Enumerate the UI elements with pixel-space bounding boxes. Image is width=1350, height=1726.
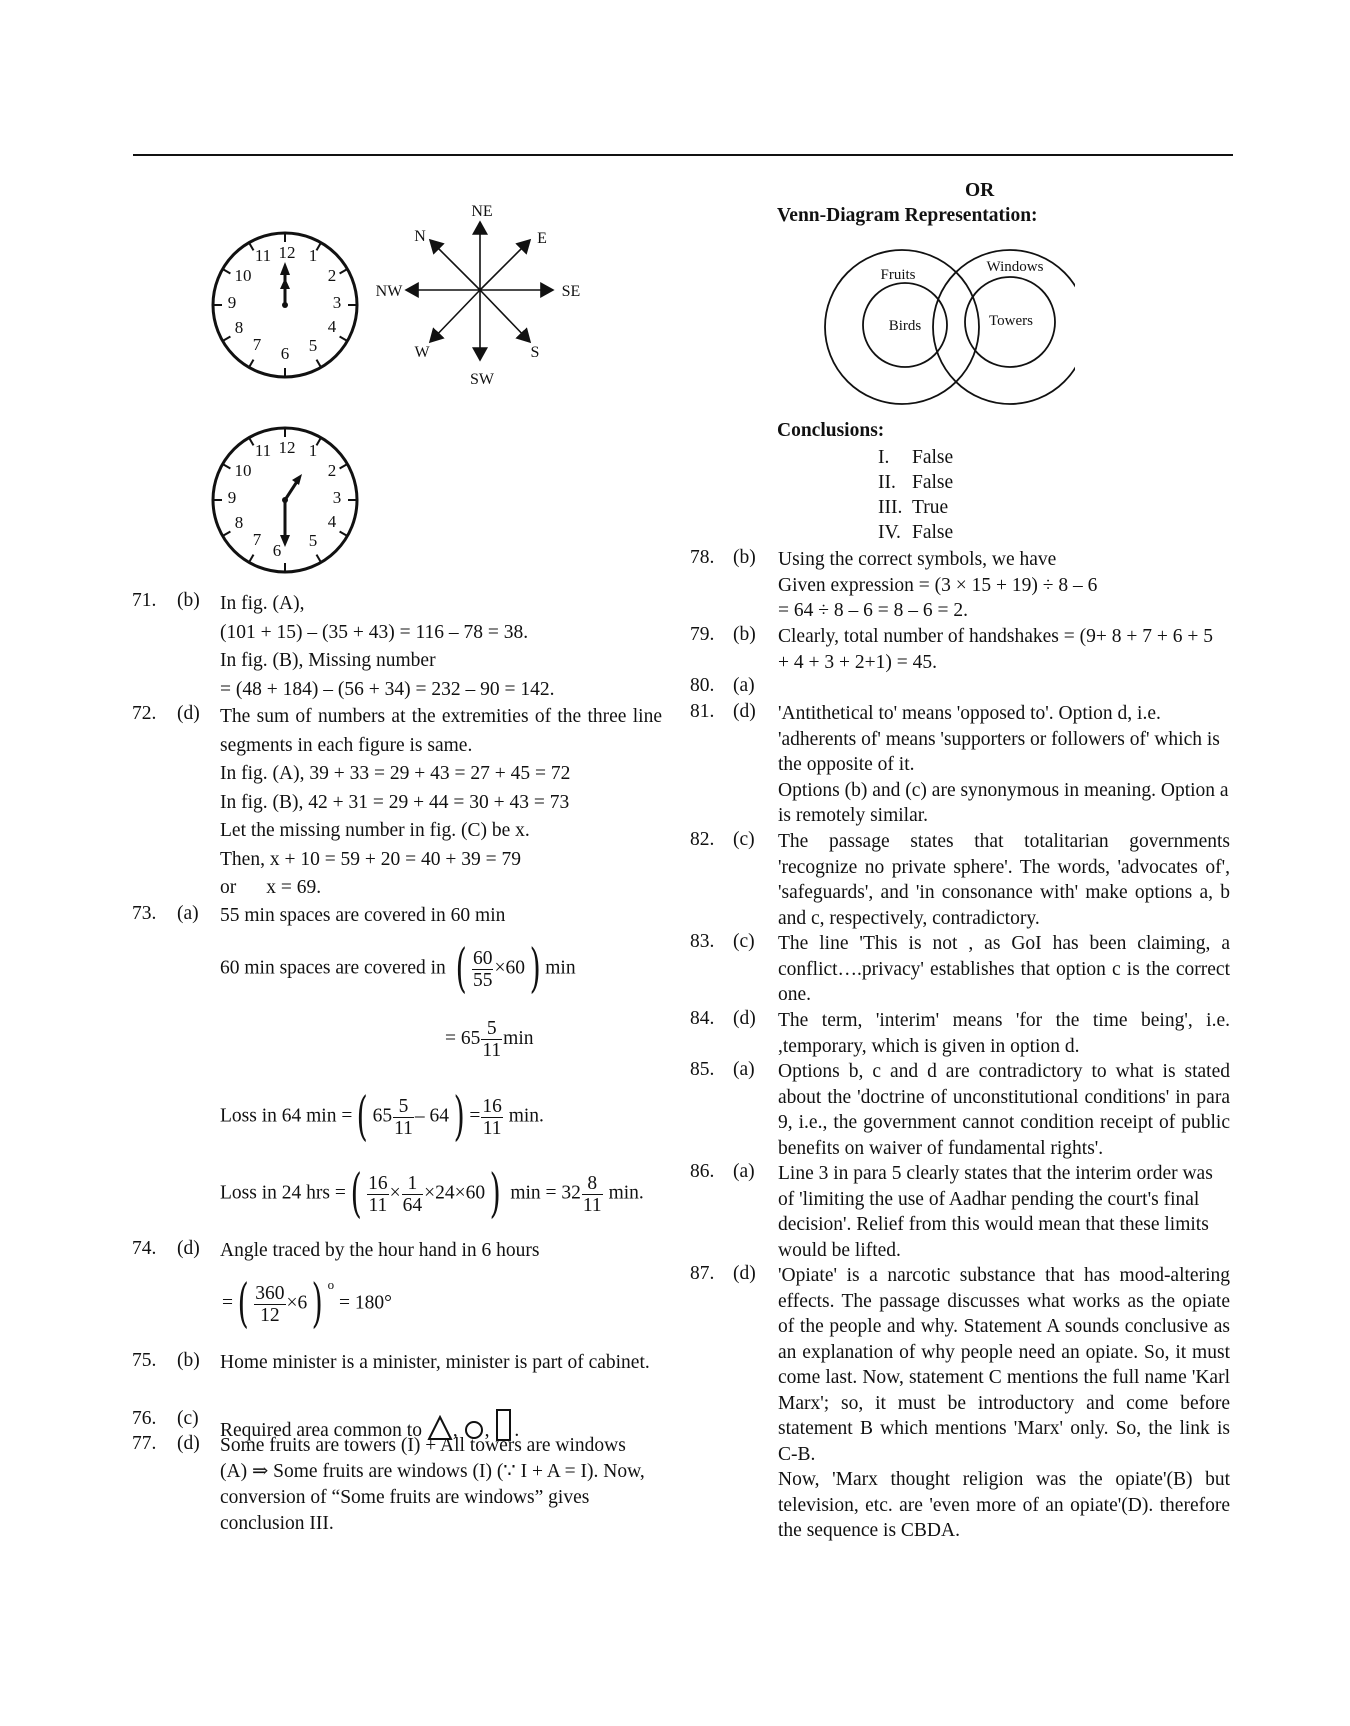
solution-line: Required area common to	[220, 1420, 422, 1441]
question-number: 80.	[690, 675, 715, 696]
solution-line: Angle traced by the hour hand in 6 hours	[220, 1240, 540, 1261]
question-number: 82.	[690, 829, 715, 850]
solution-line: conversion of “Some fruits are windows” gives	[220, 1487, 590, 1508]
solution-line: + 4 + 3 + 2+1) = 45.	[778, 651, 937, 673]
conclusion-num: II.	[878, 472, 896, 493]
compass-se: SE	[561, 283, 581, 300]
solution-paragraph: Line 3 in para 5 clearly states that the interim order was of 'limiting the use of Aadhar pending the court's final decision'. Relief from this would mean that these limits would be lifted.	[778, 1163, 1213, 1261]
solution-line: In fig. (A), 39 + 33 = 29 + 43 = 27 + 45 = 72	[220, 763, 571, 784]
question-number: 85.	[690, 1059, 715, 1080]
answer-option: (b)	[177, 590, 200, 611]
solution-line: Using the correct symbols, we have	[778, 549, 1057, 570]
clock-num: 10	[234, 461, 252, 480]
clock-num: 11	[254, 246, 272, 265]
answer-option: (d)	[177, 1238, 200, 1259]
clock-num: 6	[280, 344, 290, 363]
answer-option: (b)	[733, 624, 756, 645]
clock-num: 5	[308, 531, 318, 550]
solution-paragraph: The line 'This is not , as GoI has been claiming, a conflict….privacy' establishes that option c is the correct one.	[778, 933, 1230, 1005]
solution-line: In fig. (B), Missing number	[220, 650, 436, 671]
conclusion-num: III.	[878, 497, 903, 518]
solution-line: Clearly, total number of handshakes = (9+ 8 + 7 + 6 + 5	[778, 626, 1213, 647]
solution-paragraph: 'Opiate' is a narcotic substance that has mood-altering effects. The passage discusses what works as the opiate of the people and why. Statement A sounds conclusive as an explanation of why people need an opiate. So, it must come last. Now, statement C mentions the full name 'Karl Marx'; so, it must be introductory and come before statement B which mentions 'Marx' only. So, the link is C-B.	[778, 1265, 1230, 1465]
or-label: OR	[965, 180, 995, 201]
answer-option: (c)	[733, 829, 755, 850]
answer-option: (a)	[733, 675, 755, 696]
solution-line: Some fruits are towers (I) + All towers are windows	[220, 1435, 626, 1456]
solution-line: Let the missing number in fig. (C) be x.	[220, 820, 530, 841]
clock-num: 12	[278, 243, 296, 262]
answer-option: (d)	[177, 1433, 200, 1454]
venn-title: Venn-Diagram Representation:	[777, 205, 1038, 226]
solution-paragraph: The passage states that totalitarian governments 'recognize no private sphere'. The words, 'advocates of', 'safeguards', and 'in consonance with' make options a, b and c, respectively, contradictory.	[778, 831, 1230, 929]
compass-w: W	[414, 344, 430, 361]
compass-s: S	[530, 344, 540, 361]
clock-num: 8	[234, 513, 244, 532]
clock-num: 10	[234, 266, 252, 285]
clock-num: 6	[272, 541, 282, 560]
question-number: 86.	[690, 1161, 715, 1182]
venn-birds: Birds	[888, 318, 922, 334]
question-number: 81.	[690, 701, 715, 722]
answer-option: (a)	[733, 1059, 755, 1080]
solution-result: x = 69.	[266, 877, 322, 898]
clock-num: 4	[327, 512, 337, 531]
question-number: 72.	[132, 703, 157, 724]
answer-option: (d)	[177, 703, 200, 724]
venn-fruits: Fruits	[880, 267, 916, 283]
clock-num: 4	[327, 317, 337, 336]
compass-sw: SW	[470, 371, 494, 388]
clock-num: 7	[252, 530, 262, 549]
solution-line: Given expression = (3 × 15 + 19) ÷ 8 – 6	[778, 574, 1098, 596]
clock-num: 3	[332, 488, 342, 507]
question-number: 74.	[132, 1238, 157, 1259]
conclusion-num: I.	[878, 447, 890, 468]
compass-n: N	[414, 228, 426, 245]
question-number: 84.	[690, 1008, 715, 1029]
solution-paragraph: Now, 'Marx thought religion was the opiate'(B) but television, etc. are 'even more of an opiate'(D). therefore the sequence is CBDA.	[778, 1469, 1230, 1541]
clock-num: 5	[308, 336, 318, 355]
left-column: 71. (b) In fig. (A), (101 + 15) – (35 + 43) = 116 – 78 = 38. In fig. (B), Missing number = (48 + 184) – (56 + 34) = 232 – 90 = 142. 72. (d) The sum of numbers at the extremities of the three line segments in each figure is same. In fig. (A), 39 + 33 = 29 + 43 = 27 + 45 = 72 In fig. (B), 42 + 31 = 29 + 44 = 30 + 43 = 73 Let the missing number in fig. (C) be x. Then, x + 10 = 59 + 20 = 40 + 39 = 79 or x = 69. 73. (a) 55 min spaces are covered in 60 min 60 min spaces are covered in ( $\frac{60}{55}$ ×60) min = 65 $\frac{5}{11}$ min Loss in 64 min =( 65 $\frac{5}{11}$ – 64) = $\frac{16}{11}$ min. Loss in 24 hrs =( $\frac{16}{11}$ × $\frac{1}{64}$ ×24×60) min = 32 $\frac{8}{11}$ min. 74. (d) Angle traced by the hour hand in 6 hours =( $\frac{360}{12}$ ×6) $^o$ = 180° 75. (b) Home minister is a minister, minister is part of cabinet. 76. (c) Required area common to , , . 77. (d) Some fruits are towers (I) + All towers are windows (A) ⇒ Some fruits are windows (I) (∵ I + A = I). Now, conversion of “Some fruits are windows” gives conclusion III.	[132, 0, 662, 1726]
solution-line: (101 + 15) – (35 + 43) = 116 – 78 = 38.	[220, 621, 529, 643]
venn-towers: Towers	[989, 313, 1033, 329]
solution-or: or	[220, 877, 237, 898]
clock-num: 2	[327, 461, 337, 480]
solution-paragraph: 'Antithetical to' means 'opposed to'. Option d, i.e. 'adherents of' means 'supporters or followers of' which is the opposite of it.	[778, 703, 1220, 775]
conclusion-num: IV.	[878, 522, 901, 543]
answer-option: (b)	[177, 1350, 200, 1371]
conclusion-val: True	[912, 497, 949, 518]
solution-line: (A) ⇒ Some fruits are windows (I) (∵ I + A = I). Now,	[220, 1461, 645, 1482]
solution-paragraph: The term, 'interim' means 'for the time being', i.e. ,temporary, which is given in option d.	[778, 1010, 1230, 1057]
question-number: 79.	[690, 624, 715, 645]
clock-num: 9	[227, 488, 237, 507]
solution-paragraph: Options (b) and (c) are synonymous in meaning. Option a is remotely similar.	[778, 779, 1229, 826]
solution-line: conclusion III.	[220, 1513, 334, 1534]
clock-num: 12	[278, 438, 296, 457]
question-number: 77.	[132, 1433, 157, 1454]
compass-nw: NW	[375, 283, 403, 300]
solution-line: In fig. (B), 42 + 31 = 29 + 44 = 30 + 43 = 73	[220, 791, 570, 813]
clock-num: 11	[254, 441, 272, 460]
answer-option: (a)	[733, 1161, 755, 1182]
question-number: 76.	[132, 1408, 157, 1429]
answer-option: (c)	[733, 931, 755, 952]
right-column	[690, 0, 1230, 1726]
clock-num: 3	[332, 293, 342, 312]
solution-equation: = 65 $\frac{5}{11}$ min	[445, 1018, 534, 1061]
conclusion-val: False	[912, 472, 954, 493]
conclusion-val: False	[912, 522, 954, 543]
answer-option: (c)	[177, 1408, 199, 1429]
answer-option: (d)	[733, 1263, 756, 1284]
solution-equation: Loss in 64 min =( 65 $\frac{5}{11}$ – 64) = $\frac{16}{11}$ min.	[220, 1087, 544, 1147]
solution-line: In fig. (A),	[220, 593, 305, 614]
question-number: 75.	[132, 1350, 157, 1371]
clock-num: 9	[227, 293, 237, 312]
solution-equation: 60 min spaces are covered in ( $\frac{60}{55}$ ×60) min	[220, 939, 576, 999]
conclusions-title: Conclusions:	[777, 420, 885, 441]
question-number: 87.	[690, 1263, 715, 1284]
solution-equation: =( $\frac{360}{12}$ ×6) $^o$ = 180°	[222, 1274, 392, 1334]
question-number: 71.	[132, 590, 157, 611]
solution-line: Home minister is a minister, minister is part of cabinet.	[220, 1352, 650, 1373]
clock-num: 1	[308, 246, 318, 265]
clock-num: 7	[252, 335, 262, 354]
solution-paragraph: The sum of numbers at the extremities of the three line segments in each figure is same.	[220, 706, 662, 756]
solution-equation: Loss in 24 hrs =( $\frac{16}{11}$ × $\frac{1}{64}$ ×24×60) min = 32 $\frac{8}{11}$ min.	[220, 1164, 644, 1224]
answer-option: (d)	[733, 701, 756, 722]
question-number: 83.	[690, 931, 715, 952]
question-number: 73.	[132, 903, 157, 924]
solution-line: Then, x + 10 = 59 + 20 = 40 + 39 = 79	[220, 848, 522, 870]
solution-line: = 64 ÷ 8 – 6 = 8 – 6 = 2.	[778, 600, 968, 621]
answer-option: (a)	[177, 903, 199, 924]
compass-e: E	[537, 230, 547, 247]
answer-option: (d)	[733, 1008, 756, 1029]
clock-num: 2	[327, 266, 337, 285]
solution-paragraph: Options b, c and d are contradictory to what is stated about the 'doctrine of unconstitutional conditions' in para 9, i.e., the government cannot condition receipt of public benefits on waiver of fundamental rights'.	[778, 1061, 1230, 1159]
answer-option: (b)	[733, 547, 756, 568]
venn-windows: Windows	[986, 259, 1044, 275]
solution-line: = (48 + 184) – (56 + 34) = 232 – 90 = 142.	[220, 678, 555, 700]
solution-line: 55 min spaces are covered in 60 min	[220, 905, 506, 926]
compass-ne: NE	[471, 203, 493, 220]
clock-num: 1	[308, 441, 318, 460]
clock-num: 8	[234, 318, 244, 337]
question-number: 78.	[690, 547, 715, 568]
conclusion-val: False	[912, 447, 954, 468]
